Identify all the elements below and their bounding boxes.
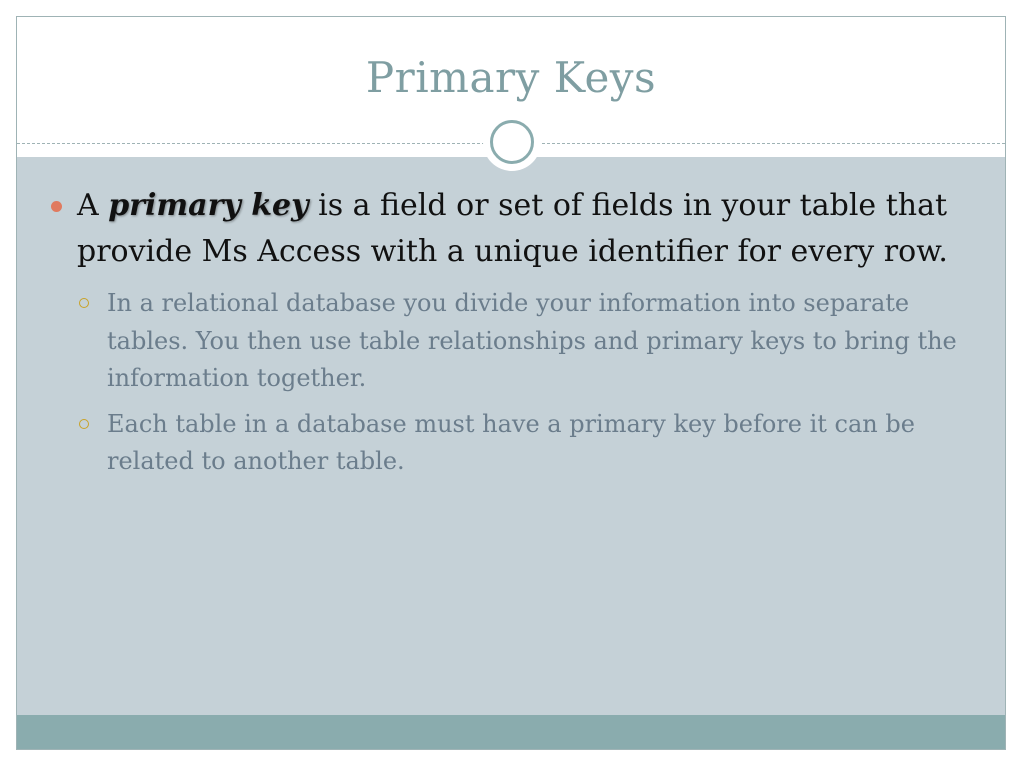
footer-band <box>17 715 1005 750</box>
sub-bullet-text: In a relational database you divide your information into separate tables. You then use table relationships and primary keys to bring the information together. <box>107 289 957 392</box>
hollow-circle-bullet-icon <box>79 298 89 308</box>
slide <box>16 16 1006 750</box>
primary-key-emphasis: primary key <box>108 188 309 223</box>
sub-bullet-each-table <box>77 406 979 481</box>
filled-circle-bullet-icon <box>51 201 62 212</box>
hollow-circle-bullet-icon <box>79 419 89 429</box>
bullet-primary-key-definition <box>49 183 979 275</box>
sub-bullet-list <box>49 285 979 481</box>
bullet-text: is a field or set of fields in your table that provide Ms Access with a unique identifier for every row. <box>77 188 948 269</box>
double-ring-ornament-icon <box>483 113 541 171</box>
sub-bullet-text: Each table in a database must have a primary key before it can be related to another table. <box>107 409 915 475</box>
slide-title: Primary Keys <box>365 53 657 102</box>
bullet-prefix: A <box>77 188 109 223</box>
slide-content <box>49 183 979 489</box>
ornament-inner-ring <box>490 120 534 164</box>
sub-bullet-relational-database <box>77 285 979 398</box>
